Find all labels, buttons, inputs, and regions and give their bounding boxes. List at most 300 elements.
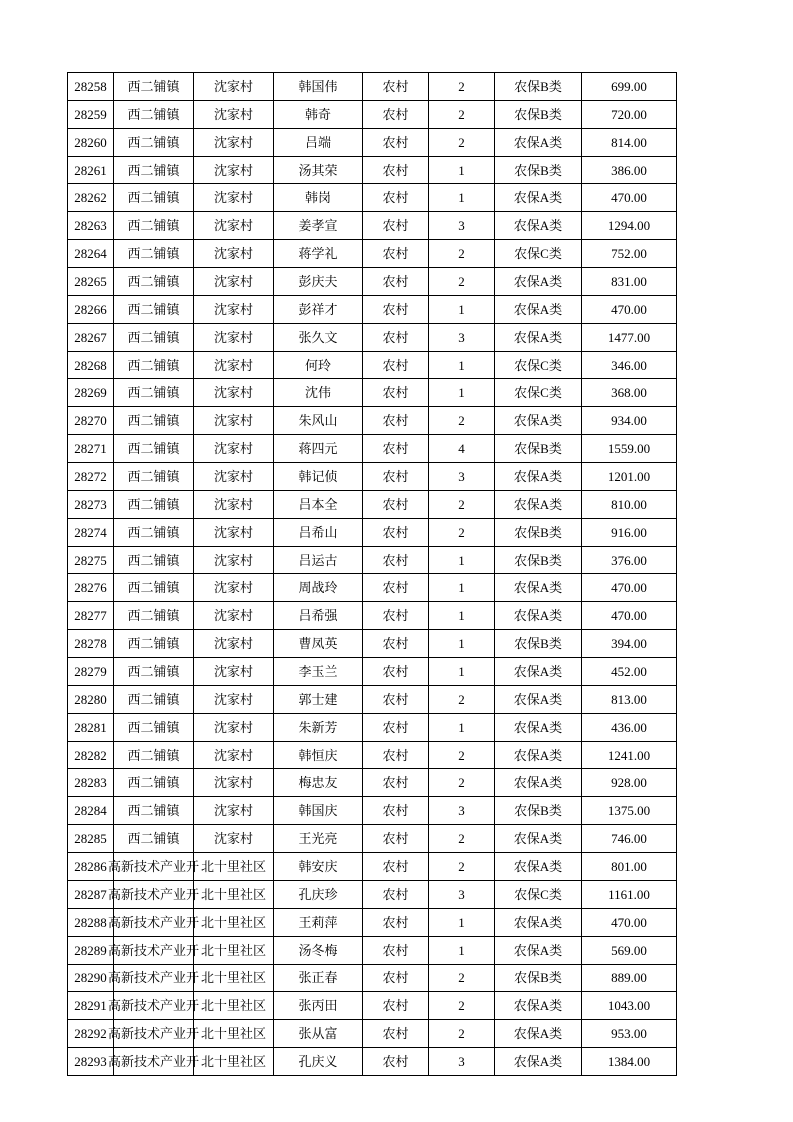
cell-category <box>495 323 582 351</box>
cell-text-village: 沈家村 <box>213 441 253 457</box>
cell-content <box>108 937 200 964</box>
cell-text-amount: 470.00 <box>611 580 647 596</box>
cell-village <box>194 435 274 463</box>
cell-text-amount: 386.00 <box>611 162 647 178</box>
cell-text-type: 农村 <box>382 496 409 512</box>
cell-amount <box>582 379 677 407</box>
cell-text-count: 2 <box>458 496 465 512</box>
cell-text-type: 农村 <box>382 78 409 94</box>
cell-content <box>363 519 428 546</box>
cell-content <box>114 491 193 518</box>
cell-text-amount: 376.00 <box>611 552 647 568</box>
cell-content <box>429 602 494 629</box>
table-row <box>68 351 677 379</box>
cell-content <box>495 101 581 128</box>
cell-content <box>582 352 676 379</box>
cell-text-village: 沈家村 <box>213 329 253 345</box>
cell-category <box>495 100 582 128</box>
cell-text-id: 28273 <box>74 496 107 512</box>
cell-content <box>114 742 193 769</box>
cell-content <box>495 212 581 239</box>
cell-content <box>68 212 113 239</box>
cell-count <box>429 797 495 825</box>
cell-id <box>68 685 114 713</box>
cell-id <box>68 880 114 908</box>
cell-content <box>363 101 428 128</box>
cell-text-town: 西二铺镇 <box>127 413 180 429</box>
cell-text-category: 农保B类 <box>514 524 562 540</box>
cell-content <box>429 853 494 880</box>
cell-text-type: 农村 <box>382 106 409 122</box>
cell-text-name: 吕运古 <box>298 552 338 568</box>
cell-text-count: 3 <box>458 1054 465 1069</box>
cell-count <box>429 546 495 574</box>
cell-content <box>582 686 676 713</box>
cell-text-type: 农村 <box>382 747 409 763</box>
cell-text-town: 高新技术产业开 <box>108 998 200 1014</box>
cell-text-name: 吕希山 <box>298 524 338 540</box>
cell-type <box>363 407 429 435</box>
cell-type <box>363 518 429 546</box>
cell-content <box>114 101 193 128</box>
cell-text-type: 农村 <box>382 608 409 624</box>
cell-type <box>363 853 429 881</box>
cell-content <box>495 491 581 518</box>
cell-text-id: 28275 <box>74 552 107 568</box>
cell-name <box>274 853 363 881</box>
cell-town <box>108 880 200 908</box>
cell-content <box>429 658 494 685</box>
cell-text-id: 28281 <box>74 719 107 735</box>
cell-text-name: 汤其荣 <box>298 162 338 178</box>
cell-content <box>495 129 581 156</box>
cell-town <box>114 240 194 268</box>
cell-name <box>274 240 363 268</box>
cell-content <box>68 296 113 323</box>
table-row <box>68 908 677 936</box>
cell-id <box>68 379 114 407</box>
cell-content <box>68 352 113 379</box>
cell-content <box>363 630 428 657</box>
cell-content <box>274 853 362 880</box>
cell-text-town: 高新技术产业开 <box>108 914 200 930</box>
cell-content <box>582 602 676 629</box>
cell-village <box>194 713 274 741</box>
cell-content <box>429 157 494 184</box>
cell-content <box>194 268 273 295</box>
cell-village <box>194 379 274 407</box>
cell-town <box>114 212 194 240</box>
cell-town <box>108 992 200 1020</box>
cell-content <box>495 73 581 100</box>
cell-count <box>429 741 495 769</box>
cell-content <box>274 658 362 685</box>
cell-content <box>68 992 113 1019</box>
cell-content <box>194 352 273 379</box>
cell-count <box>429 964 495 992</box>
cell-content <box>274 686 362 713</box>
cell-content <box>274 73 362 100</box>
cell-content <box>363 742 428 769</box>
cell-content <box>114 714 193 741</box>
cell-content <box>429 1048 494 1075</box>
cell-text-name: 曹凤英 <box>298 636 338 652</box>
cell-amount <box>582 546 677 574</box>
cell-content <box>68 101 113 128</box>
cell-id <box>68 323 114 351</box>
cell-text-town: 西二铺镇 <box>127 78 180 94</box>
cell-content <box>194 686 273 713</box>
cell-town <box>114 351 194 379</box>
cell-type <box>363 240 429 268</box>
cell-content <box>194 407 273 434</box>
cell-content <box>429 184 494 211</box>
cell-text-village: 北十里社区 <box>200 886 266 902</box>
cell-content <box>114 324 193 351</box>
cell-name <box>274 212 363 240</box>
cell-content <box>495 742 581 769</box>
cell-count <box>429 240 495 268</box>
cell-text-village: 沈家村 <box>213 636 253 652</box>
cell-text-amount: 569.00 <box>611 942 647 958</box>
cell-text-name: 张正春 <box>298 970 338 986</box>
cell-content <box>429 965 494 992</box>
cell-content <box>274 881 362 908</box>
cell-text-name: 韩恒庆 <box>298 747 338 763</box>
table-row <box>68 602 677 630</box>
cell-content <box>495 881 581 908</box>
cell-count <box>429 156 495 184</box>
cell-content <box>429 212 494 239</box>
cell-content <box>194 547 273 574</box>
cell-village <box>194 992 274 1020</box>
cell-text-town: 西二铺镇 <box>127 385 180 401</box>
cell-text-id: 28282 <box>74 747 107 763</box>
cell-id <box>68 518 114 546</box>
cell-content <box>363 992 428 1019</box>
cell-content <box>363 129 428 156</box>
cell-text-id: 28272 <box>74 468 107 484</box>
cell-text-town: 西二铺镇 <box>127 775 180 791</box>
cell-text-id: 28259 <box>74 106 107 122</box>
table-row <box>68 184 677 212</box>
cell-content <box>194 240 273 267</box>
cell-text-village: 沈家村 <box>213 78 253 94</box>
cell-content <box>274 1048 362 1075</box>
cell-text-count: 2 <box>458 524 465 540</box>
cell-content <box>114 797 193 824</box>
cell-category <box>495 658 582 686</box>
cell-content <box>363 491 428 518</box>
cell-content <box>495 825 581 852</box>
cell-count <box>429 574 495 602</box>
cell-content <box>68 797 113 824</box>
cell-content <box>363 825 428 852</box>
cell-category <box>495 463 582 491</box>
cell-category <box>495 184 582 212</box>
cell-town <box>108 936 200 964</box>
cell-content <box>363 352 428 379</box>
cell-count <box>429 908 495 936</box>
cell-text-count: 2 <box>458 246 465 262</box>
data-table <box>67 72 677 1076</box>
cell-name <box>274 73 363 101</box>
table-row <box>68 964 677 992</box>
cell-name <box>274 992 363 1020</box>
cell-category <box>495 574 582 602</box>
cell-text-amount: 813.00 <box>611 691 647 707</box>
cell-content <box>114 574 193 601</box>
cell-content <box>363 602 428 629</box>
cell-id <box>68 1020 114 1048</box>
cell-content <box>495 157 581 184</box>
cell-content <box>194 797 273 824</box>
cell-text-village: 沈家村 <box>213 385 253 401</box>
cell-town <box>114 100 194 128</box>
cell-text-name: 朱新芳 <box>298 719 338 735</box>
cell-content <box>582 129 676 156</box>
cell-content <box>68 1020 113 1047</box>
cell-text-amount: 470.00 <box>611 190 647 206</box>
cell-content <box>114 296 193 323</box>
cell-id <box>68 964 114 992</box>
cell-text-category: 农保A类 <box>513 1054 563 1069</box>
cell-content <box>274 268 362 295</box>
cell-text-village: 沈家村 <box>213 357 253 373</box>
cell-content <box>429 825 494 852</box>
cell-content <box>495 797 581 824</box>
cell-text-count: 2 <box>458 831 465 847</box>
cell-text-village: 北十里社区 <box>200 1054 266 1069</box>
cell-text-count: 1 <box>458 942 465 958</box>
cell-text-count: 3 <box>458 468 465 484</box>
cell-content <box>114 129 193 156</box>
cell-text-town: 西二铺镇 <box>127 468 180 484</box>
cell-text-amount: 814.00 <box>611 134 647 150</box>
cell-type <box>363 351 429 379</box>
cell-text-count: 1 <box>458 301 465 317</box>
cell-content <box>274 240 362 267</box>
cell-village <box>194 268 274 296</box>
cell-content <box>495 602 581 629</box>
cell-type <box>363 100 429 128</box>
cell-content <box>363 853 428 880</box>
cell-text-amount: 831.00 <box>611 273 647 289</box>
cell-category <box>495 1020 582 1048</box>
cell-content <box>495 519 581 546</box>
cell-amount <box>582 602 677 630</box>
cell-content <box>108 909 200 936</box>
cell-content <box>363 407 428 434</box>
cell-type <box>363 435 429 463</box>
cell-text-amount: 720.00 <box>611 106 647 122</box>
cell-text-count: 2 <box>458 970 465 986</box>
cell-text-category: 农保C类 <box>514 886 562 902</box>
cell-content <box>114 602 193 629</box>
cell-type <box>363 908 429 936</box>
cell-amount <box>582 825 677 853</box>
cell-text-amount: 934.00 <box>611 413 647 429</box>
cell-content <box>363 240 428 267</box>
cell-content <box>495 574 581 601</box>
cell-content <box>429 463 494 490</box>
cell-text-id: 28284 <box>74 803 107 819</box>
cell-text-id: 28280 <box>74 691 107 707</box>
table-row <box>68 936 677 964</box>
cell-id <box>68 268 114 296</box>
cell-text-name: 汤冬梅 <box>298 942 338 958</box>
cell-content <box>582 157 676 184</box>
cell-content <box>68 129 113 156</box>
cell-content <box>108 881 200 908</box>
cell-town <box>108 853 200 881</box>
cell-text-village: 沈家村 <box>213 803 253 819</box>
cell-content <box>194 129 273 156</box>
cell-content <box>582 937 676 964</box>
cell-amount <box>582 1048 677 1076</box>
cell-content <box>68 73 113 100</box>
table-row <box>68 407 677 435</box>
cell-text-count: 3 <box>458 803 465 819</box>
cell-content <box>495 853 581 880</box>
cell-text-category: 农保A类 <box>513 998 563 1014</box>
cell-text-name: 郭士建 <box>298 691 338 707</box>
cell-text-type: 农村 <box>382 914 409 930</box>
cell-text-type: 农村 <box>382 134 409 150</box>
cell-text-name: 吕端 <box>304 134 331 150</box>
cell-text-amount: 470.00 <box>611 608 647 624</box>
cell-content <box>363 686 428 713</box>
cell-id <box>68 658 114 686</box>
cell-text-type: 农村 <box>382 970 409 986</box>
cell-text-amount: 1384.00 <box>607 1054 651 1069</box>
cell-text-count: 2 <box>458 747 465 763</box>
cell-text-village: 沈家村 <box>213 524 253 540</box>
cell-amount <box>582 769 677 797</box>
cell-content <box>274 324 362 351</box>
cell-name <box>274 295 363 323</box>
cell-text-village: 沈家村 <box>213 691 253 707</box>
cell-id <box>68 1048 114 1076</box>
cell-category <box>495 853 582 881</box>
cell-text-type: 农村 <box>382 886 409 902</box>
cell-text-amount: 452.00 <box>611 663 647 679</box>
cell-type <box>363 797 429 825</box>
cell-category <box>495 351 582 379</box>
cell-content <box>68 240 113 267</box>
cell-text-village: 沈家村 <box>213 190 253 206</box>
cell-text-type: 农村 <box>382 413 409 429</box>
cell-town <box>108 964 200 992</box>
cell-village <box>194 156 274 184</box>
cell-content <box>582 881 676 908</box>
cell-text-id: 28288 <box>74 914 107 930</box>
cell-town <box>114 574 194 602</box>
cell-content <box>274 212 362 239</box>
cell-text-town: 西二铺镇 <box>127 663 180 679</box>
cell-village <box>194 73 274 101</box>
cell-type <box>363 546 429 574</box>
cell-content <box>429 686 494 713</box>
cell-text-town: 高新技术产业开 <box>108 1026 200 1042</box>
cell-type <box>363 769 429 797</box>
cell-content <box>194 853 273 880</box>
cell-type <box>363 741 429 769</box>
cell-content <box>68 157 113 184</box>
cell-content <box>582 965 676 992</box>
cell-name <box>274 685 363 713</box>
cell-village <box>194 797 274 825</box>
cell-text-count: 2 <box>458 998 465 1014</box>
cell-content <box>495 769 581 796</box>
cell-text-id: 28283 <box>74 775 107 791</box>
cell-content <box>363 714 428 741</box>
cell-id <box>68 490 114 518</box>
cell-text-category: 农保A类 <box>513 831 563 847</box>
table-row <box>68 1048 677 1076</box>
cell-text-category: 农保A类 <box>513 413 563 429</box>
cell-amount <box>582 407 677 435</box>
cell-id <box>68 992 114 1020</box>
cell-text-count: 1 <box>458 357 465 373</box>
cell-content <box>582 853 676 880</box>
cell-content <box>429 797 494 824</box>
cell-text-category: 农保B类 <box>514 803 562 819</box>
cell-village <box>194 825 274 853</box>
cell-village <box>194 463 274 491</box>
cell-text-amount: 1201.00 <box>607 468 651 484</box>
cell-text-village: 沈家村 <box>213 246 253 262</box>
table-row <box>68 741 677 769</box>
cell-content <box>429 407 494 434</box>
cell-village <box>194 964 274 992</box>
cell-amount <box>582 964 677 992</box>
cell-text-amount: 436.00 <box>611 719 647 735</box>
cell-content <box>194 937 273 964</box>
cell-content <box>274 909 362 936</box>
cell-text-amount: 746.00 <box>611 831 647 847</box>
cell-category <box>495 128 582 156</box>
cell-content <box>194 379 273 406</box>
cell-content <box>68 379 113 406</box>
cell-content <box>582 797 676 824</box>
cell-content <box>274 519 362 546</box>
cell-content <box>582 742 676 769</box>
cell-text-count: 3 <box>458 329 465 345</box>
cell-amount <box>582 435 677 463</box>
cell-content <box>495 184 581 211</box>
cell-amount <box>582 184 677 212</box>
cell-text-amount: 752.00 <box>611 246 647 262</box>
cell-content <box>495 909 581 936</box>
cell-content <box>363 547 428 574</box>
cell-count <box>429 602 495 630</box>
cell-content <box>582 519 676 546</box>
cell-name <box>274 518 363 546</box>
cell-text-amount: 470.00 <box>611 301 647 317</box>
cell-content <box>495 324 581 351</box>
cell-count <box>429 73 495 101</box>
cell-type <box>363 379 429 407</box>
cell-content <box>274 602 362 629</box>
cell-town <box>114 741 194 769</box>
cell-village <box>194 769 274 797</box>
cell-text-id: 28262 <box>74 190 107 206</box>
cell-content <box>582 630 676 657</box>
cell-town <box>114 685 194 713</box>
cell-type <box>363 212 429 240</box>
cell-text-category: 农保A类 <box>513 942 563 958</box>
